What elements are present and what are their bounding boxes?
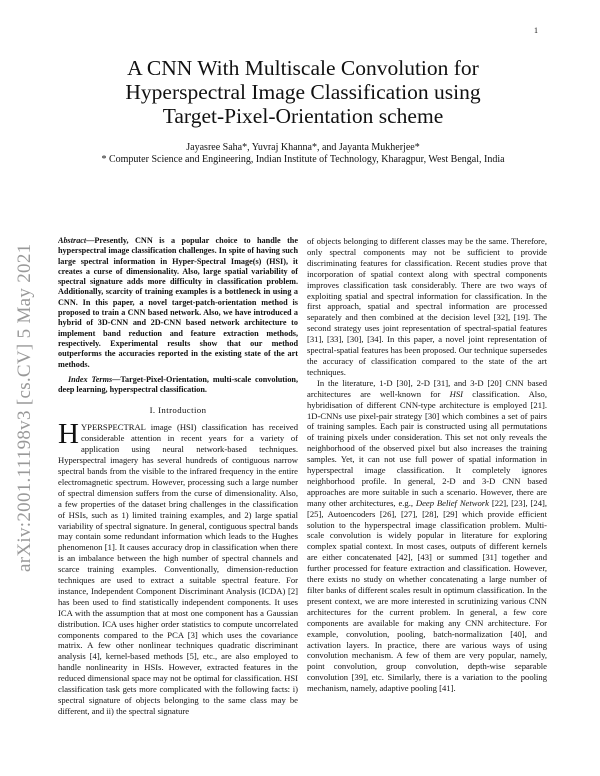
index-terms-text: —Target-Pixel-Orientation, multi-scale convolution, deep learning, hyperspectral classification.	[58, 374, 298, 395]
abstract-text: —Presently, CNN is a popular choice to handle the hyperspectral image classification challenges. In spite of having such large spectral information in Hyper-Spectral Image(s) (HSI), it creates a curse of dimensionality. Also, large spatial variability of spectral signature adds more difficulty in classification problem. Additionally, scarcity of training examples is a bottleneck in using a CNN. In this paper, a novel target-patch-orientation method is proposed to train a CNN based network. Also, we have introduced a hybrid of 3D-CNN and 2D-CNN based network architecture to implement band reduction and feature extraction methods, respectively. Experimental results show that our method outperforms the accuracies reported in the existing state of the art methods.	[58, 236, 298, 369]
affiliation: * Computer Science and Engineering, Indian Institute of Technology, Kharagpur, West Bengal, India	[101, 154, 505, 165]
text-run: In the literature, 1-D [30], 2-D [31], and 3-D [20] CNN based architectures are well-known for	[307, 377, 547, 399]
first-word: YPERSPECTRAL	[80, 422, 146, 433]
index-terms-label: Index Terms	[68, 374, 113, 384]
left-column	[58, 236, 298, 766]
paper-header	[58, 56, 548, 165]
body-paragraph: of objects belonging to different classes may be the same. Therefore, only spectral components may not be sufficient to provide discriminating features for classification. Recent studies prove that incorporation of spatial context along with spectral components improves classification task considerably. There are two ways of exploiting spatial and spectral information for classification. In the first approach, spatial and spectral information are processed separately and then combined at the decision level [32], [19]. The second strategy uses joint representation of spectral-spatial features [31], [33], [30], [34]. In this paper, a novel joint representation of spectral-spatial features has been proposed. Our technique supersedes the accuracy of classification compared to the state of the art techniques.	[307, 236, 547, 377]
drop-cap: H	[58, 418, 79, 451]
emphasis-dbn: Deep Belief Network	[415, 497, 489, 508]
title-line: A CNN With Multiscale Convolution for	[127, 56, 479, 80]
intro-text: image (HSI) classification has received considerable attention in recent years for a variety of application using neural network-based techniques. Hyperspectral imagery has several hundreds of contiguous narrow spectral bands from the visible to the infrared frequency in the entire electromagnetic spectrum. However, processing such a large number of spectral dimension suffers from the curse of dimensionality. Also, a few properties of the dataset bring challenges in the classification of HSIs, such as 1) limited training examples, and 2) large spatial variability of spectral signature. In general, contiguous spectral bands may contain some redundant information which leads to the Hughes phenomenon [1]. It causes accuracy drop in classification when there is an imbalance between the high number of spectral channels and scarce training examples. Conventionally, dimension-reduction techniques are used to extract a suitable spectral feature. For instance, Independent Component Discriminant Analysis (ICDA) [2] has been used to find statistically independent components. It uses ICA with the assumption that at most one component has a Gaussian distribution. ICA uses higher order statistics to compute uncorrelated components compared to the PCA [3] which uses the covariance matrix. A few other nonlinear techniques quadratic discriminant analysis [4], kernel-based methods [5], etc., are also employed to handle nonlinearity in HSIs. However, extracted features in the reduced dimensional space may not be optimal for classification. HSI classification task gets more complicated with the following facts: i) spectral signature of objects belonging to the same class may be different, and ii) the spectral signature	[58, 422, 298, 716]
body-paragraph	[307, 378, 547, 694]
arxiv-stamp: arXiv:2001.11198v3 [cs.CV] 5 May 2021	[14, 243, 35, 572]
title-line: Target-Pixel-Orientation scheme	[162, 104, 444, 128]
text-run: [22], [23], [24], [25], Autoencoders [26], [27], [28], [29] which provide efficient solution to the hyperspectral image classification problem. Multi-scale convolution is widely popular in literature for exploring complex spatial context. In most cases, outputs of different kernels are either concatenated [42], [43] or summed [31] together and further processed for feature extraction and classification. However, there exists no study on whether concatenating a large number of filter banks of different scales result in optimum classification. In the present context, we are more interested in scrutinizing various CNN architectures for the current problem. In general, a few core components are available for making any CNN architecture. For example, convolution, pooling, batch-normalization [40], and activation layers. In practice, there are various ways of using convolution mechanism. A few of them are very popular, namely, point convolution, group convolution, depth-wise separable convolution [39], etc. Similarly, there is a variation to the pooling mechanism, namely, adaptive pooling [41].	[307, 497, 547, 694]
index-terms	[58, 375, 298, 396]
intro-paragraph	[58, 418, 298, 716]
text-run: classification. Also, hybridisation of different CNN-type architecture is employed [21]. 1D-CNNs use pixel-pair strategy [30] which combines a set of pairs of training samples. Each pair is constructed using all permutations of training pixels under consideration. This set not only reveals the neighborhood of the observed pixel but also increases the training samples. Yet, it can not use full power of spatial information in hyperspectral image classification. It completely ignores neighborhood profile. In general, 2-D and 3-D CNN based approaches are more suitable in such a scenario. However, there are many other architectures, e.g.,	[307, 388, 547, 508]
right-column	[307, 236, 547, 766]
abstract	[58, 236, 298, 370]
section-heading: I. Introduction	[149, 405, 207, 416]
page-number: 1	[534, 26, 538, 35]
emphasis-hsi: HSI	[449, 388, 463, 399]
paper-title	[58, 56, 548, 128]
abstract-label: Abstract	[58, 236, 87, 245]
title-line: Hyperspectral Image Classification using	[125, 80, 481, 104]
authors: Jayasree Saha*, Yuvraj Khanna*, and Jayanta Mukherjee*	[186, 142, 420, 153]
